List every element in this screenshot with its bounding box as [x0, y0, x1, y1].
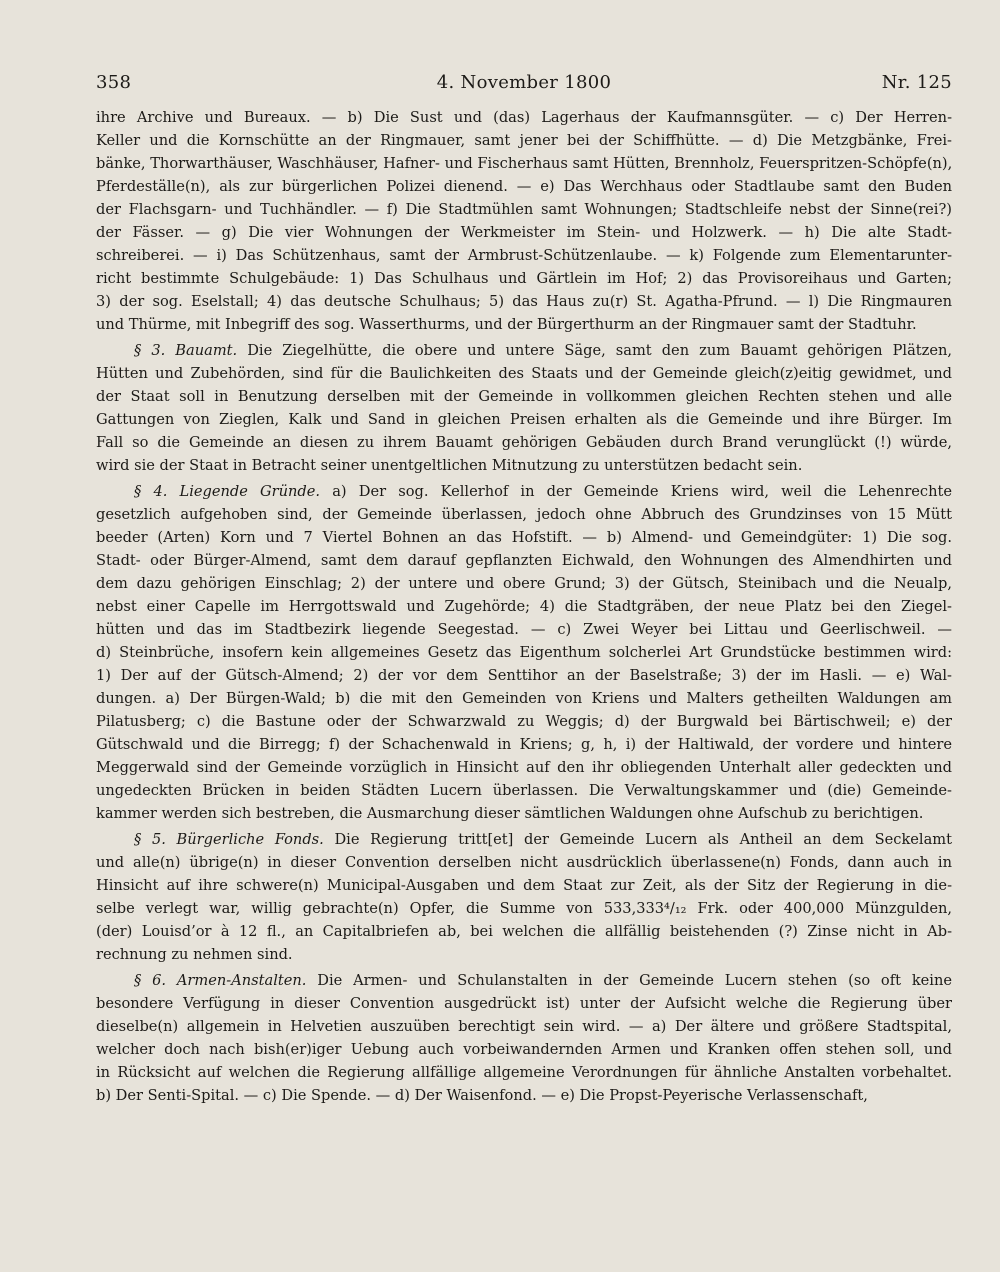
- text-line: [96, 1038, 952, 1061]
- text-line: [96, 503, 952, 526]
- section-heading: § 6. Armen-Anstalten.: [134, 972, 307, 989]
- text-line: [96, 480, 952, 503]
- text-line: [96, 313, 952, 336]
- text-line: [96, 897, 952, 920]
- line-text: Die Regierung tritt[et] der Gemeinde Lucern als Antheil an dem Seckelamt: [334, 831, 952, 848]
- section-paragraph: [96, 828, 952, 966]
- document-number: Nr. 125: [881, 72, 952, 93]
- text-line: [96, 756, 952, 779]
- text-line: [96, 454, 952, 477]
- line-text: in Rücksicht auf welchen die Regierung allfällige allgemeine Verordnungen für ähnliche Anstalten vorbehaltet.: [96, 1064, 952, 1081]
- header-date: 4. November 1800: [436, 72, 612, 93]
- paragraph: [96, 106, 952, 336]
- line-text: ungedeckten Brücken in beiden Städten Lucern überlassen. Die Verwaltungskammer und (die) Gemeinde-: [96, 782, 952, 799]
- line-text: nebst einer Capelle im Herrgottswald und Zugehörde; 4) die Stadtgräben, der neue Platz bei den Ziegel-: [96, 598, 952, 615]
- line-text: hütten und das im Stadtbezirk liegende Seegestad. — c) Zwei Weyer bei Littau und Geerlischweil. —: [96, 621, 952, 638]
- line-text: dem dazu gehörigen Einschlag; 2) der untere und obere Grund; 3) der Gütsch, Steinibach und die Neualp,: [96, 575, 952, 592]
- text-line: [96, 969, 952, 992]
- text-line: [96, 175, 952, 198]
- line-text: a) Der sog. Kellerhof in der Gemeinde Kriens wird, weil die Lehenrechte: [332, 483, 952, 500]
- line-text: Pilatusberg; c) die Bastune oder der Schwarzwald zu Weggis; d) der Burgwald bei Bärtischweil; e) der: [96, 713, 952, 730]
- text-line: [96, 779, 952, 802]
- text-line: [96, 526, 952, 549]
- line-text: Gattungen von Zieglen, Kalk und Sand in gleichen Preisen erhalten als die Gemeinde und ihre Bürger. Im: [96, 411, 952, 428]
- line-text: 3) der sog. Eselstall; 4) das deutsche Schulhaus; 5) das Haus zu(r) St. Agatha-Pfrund. — l) Die Ringmauren: [96, 293, 952, 310]
- page-number: 358: [96, 72, 132, 93]
- text-line: [96, 1061, 952, 1084]
- line-text: der Staat soll in Benutzung derselben mit der Gemeinde in vollkommen gleichen Rechten stehen und alle: [96, 388, 952, 405]
- line-text: Die Armen- und Schulanstalten in der Gemeinde Lucern stehen (so oft keine: [317, 972, 952, 989]
- text-line: [96, 1015, 952, 1038]
- section-paragraph: [96, 969, 952, 1107]
- line-text: dieselbe(n) allgemein in Helvetien auszuüben berechtigt sein wird. — a) Der ältere und größere Stadtspital,: [96, 1018, 952, 1035]
- line-text: richt bestimmte Schulgebäude: 1) Das Schulhaus und Gärtlein im Hof; 2) das Provisoreihaus und Garten;: [96, 270, 952, 287]
- line-text: bänke, Thorwarthäuser, Waschhäuser, Hafner- und Fischerhaus samt Hütten, Brennholz, Feuerspritzen-Schöpfe(n),: [96, 155, 952, 172]
- text-line: [96, 290, 952, 313]
- section-heading: § 5. Bürgerliche Fonds.: [134, 831, 324, 848]
- page-header: [96, 72, 952, 98]
- line-text: kammer werden sich bestreben, die Ausmarchung dieser sämtlichen Waldungen ohne Aufschub zu berichtigen.: [96, 805, 924, 822]
- text-line: [96, 549, 952, 572]
- text-line: [96, 129, 952, 152]
- line-text: 1) Der auf der Gütsch-Almend; 2) der vor dem Senttihor an der Baselstraße; 3) der im Hasli. — e) Wal-: [96, 667, 952, 684]
- section-heading: § 4. Liegende Gründe.: [134, 483, 321, 500]
- line-text: Hütten und Zubehörden, sind für die Baulichkeiten des Staats und der Gemeinde gleich(z)eitig gewidmet, und: [96, 365, 952, 382]
- text-line: [96, 267, 952, 290]
- text-line: [96, 641, 952, 664]
- line-text: Meggerwald sind der Gemeinde vorzüglich in Hinsicht auf den ihr obliegenden Unterhalt aller gedeckten und: [96, 759, 952, 776]
- text-line: [96, 802, 952, 825]
- section-paragraph: [96, 480, 952, 825]
- line-text: beeder (Arten) Korn und 7 Viertel Bohnen an das Hofstift. — b) Almend- und Gemeindgüter: 1) Die sog.: [96, 529, 952, 546]
- text-line: [96, 733, 952, 756]
- line-text: und Thürme, mit Inbegriff des sog. Wasserthurms, und der Bürgerthurm an der Ringmauer samt der Stadtuhr.: [96, 316, 917, 333]
- text-line: [96, 874, 952, 897]
- line-text: Keller und die Kornschütte an der Ringmauer, samt jener bei der Schiffhütte. — d) Die Metzgbänke, Frei-: [96, 132, 952, 149]
- line-text: b) Der Senti-Spital. — c) Die Spende. — d) Der Waisenfond. — e) Die Propst-Peyerische Verlassenschaft,: [96, 1087, 868, 1104]
- line-text: wird sie der Staat in Betracht seiner unentgeltlichen Mitnutzung zu unterstützen bedacht sein.: [96, 457, 803, 474]
- section-heading: § 3. Bauamt.: [134, 342, 238, 359]
- text-line: [96, 851, 952, 874]
- line-text: der Flachsgarn- und Tuchhändler. — f) Die Stadtmühlen samt Wohnungen; Stadtschleife nebst der Sinne(rei?): [96, 201, 952, 218]
- text-line: [96, 687, 952, 710]
- line-text: welcher doch nach bish(er)iger Uebung auch vorbeiwandernden Armen und Kranken offen stehen soll, und: [96, 1041, 952, 1058]
- text-line: [96, 408, 952, 431]
- line-text: Gütschwald und die Birregg; f) der Schachenwald in Kriens; g, h, i) der Haltiwald, der vordere und hintere: [96, 736, 952, 753]
- document-body: [96, 106, 952, 1110]
- text-line: [96, 828, 952, 851]
- line-text: Stadt- oder Bürger-Almend, samt dem darauf gepflanzten Eichwald, den Wohnungen des Almendhirten und: [96, 552, 952, 569]
- text-line: [96, 664, 952, 687]
- text-line: [96, 943, 952, 966]
- text-line: [96, 710, 952, 733]
- text-line: [96, 152, 952, 175]
- text-line: [96, 339, 952, 362]
- text-line: [96, 221, 952, 244]
- line-text: ihre Archive und Bureaux. — b) Die Sust und (das) Lagerhaus der Kaufmannsgüter. — c) Der Herren-: [96, 109, 952, 126]
- text-line: [96, 431, 952, 454]
- line-text: d) Steinbrüche, insofern kein allgemeines Gesetz das Eigenthum solcherlei Art Grundstücke bestimmen wird:: [96, 644, 952, 661]
- text-line: [96, 618, 952, 641]
- line-text: Die Ziegelhütte, die obere und untere Säge, samt den zum Bauamt gehörigen Plätzen,: [247, 342, 952, 359]
- line-text: Hinsicht auf ihre schwere(n) Municipal-Ausgaben und dem Staat zur Zeit, als der Sitz der Regierung in die-: [96, 877, 952, 894]
- paragraph-gap: [96, 1107, 952, 1110]
- text-line: [96, 920, 952, 943]
- line-text: selbe verlegt war, willig gebrachte(n) Opfer, die Summe von 533,333⁴/₁₂ Frk. oder 400,000 Münzgulden,: [96, 900, 952, 917]
- line-text: Fall so die Gemeinde an diesen zu ihrem Bauamt gehörigen Gebäuden durch Brand verunglückt (!) würde,: [96, 434, 952, 451]
- line-text: schreiberei. — i) Das Schützenhaus, samt der Armbrust-Schützenlaube. — k) Folgende zum Elementarunter-: [96, 247, 952, 264]
- line-text: rechnung zu nehmen sind.: [96, 946, 293, 963]
- text-line: [96, 362, 952, 385]
- text-line: [96, 595, 952, 618]
- text-line: [96, 244, 952, 267]
- text-line: [96, 572, 952, 595]
- text-line: [96, 385, 952, 408]
- text-line: [96, 106, 952, 129]
- text-line: [96, 1084, 952, 1107]
- line-text: der Fässer. — g) Die vier Wohnungen der Werkmeister im Stein- und Holzwerk. — h) Die alte Stadt-: [96, 224, 952, 241]
- line-text: und alle(n) übrige(n) in dieser Convention derselben nicht ausdrücklich überlassene(n) Fonds, dann auch in: [96, 854, 952, 871]
- line-text: (der) Louisd’or à 12 fl., an Capitalbriefen ab, bei welchen die allfällig beistehenden (?) Zinse nicht in Ab-: [96, 923, 952, 940]
- line-text: gesetzlich aufgehoben sind, der Gemeinde überlassen, jedoch ohne Abbruch des Grundzinses von 15 Mütt: [96, 506, 952, 523]
- line-text: Pferdeställe(n), als zur bürgerlichen Polizei dienend. — e) Das Werchhaus oder Stadtlaube samt den Buden: [96, 178, 952, 195]
- text-line: [96, 992, 952, 1015]
- section-paragraph: [96, 339, 952, 477]
- line-text: besondere Verfügung in dieser Convention ausgedrückt ist) unter der Aufsicht welche die Regierung über: [96, 995, 952, 1012]
- text-line: [96, 198, 952, 221]
- line-text: dungen. a) Der Bürgen-Wald; b) die mit den Gemeinden von Kriens und Malters getheilten Waldungen am: [96, 690, 952, 707]
